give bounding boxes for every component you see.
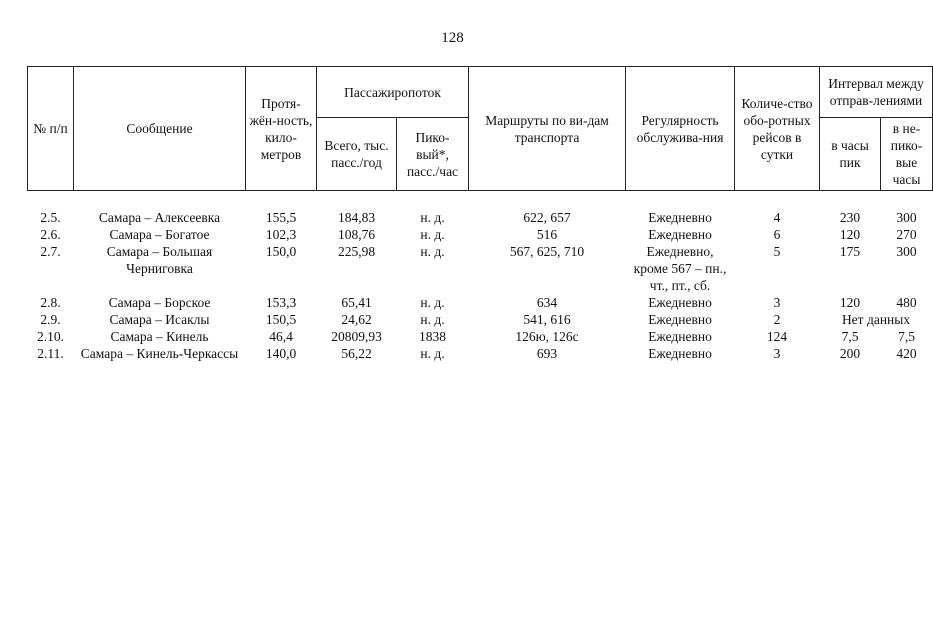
cell-interval-offpeak: 300 — [896, 210, 917, 225]
cell-interval-peak: 200 — [839, 346, 861, 361]
cell-route: Самара – Богатое — [109, 227, 210, 242]
cell-interval-peak: 175 — [839, 244, 861, 259]
cell-total: 24,62 — [341, 312, 372, 327]
cell-total: 108,76 — [337, 227, 376, 242]
table-row — [28, 191, 933, 227]
cell-peak: н. д. — [420, 227, 445, 242]
cell-length: 153,3 — [265, 295, 297, 310]
cell-interval-offpeak: 270 — [896, 227, 917, 242]
header-routes-by-transport: Маршруты по ви-дам транспорта — [469, 67, 626, 191]
cell-num: 2.10. — [37, 329, 64, 344]
cell-peak: н. д. — [420, 295, 445, 310]
cell-peak: н. д. — [420, 244, 445, 259]
cell-length: 140,0 — [265, 346, 297, 361]
transport-table — [27, 66, 933, 362]
table-row — [28, 294, 933, 311]
header-interval-offpeak: в не-пико-вые часы — [881, 118, 933, 191]
cell-interval-peak: 120 — [839, 295, 861, 310]
table-row — [28, 345, 933, 362]
cell-interval-offpeak: 480 — [896, 295, 917, 310]
cell-route: Самара – Большая Черниговка — [106, 244, 213, 276]
cell-interval-offpeak: 300 — [896, 244, 917, 259]
cell-num: 2.9. — [40, 312, 61, 327]
cell-route: Самара – Кинель-Черкассы — [80, 346, 239, 361]
cell-route: Самара – Борское — [108, 295, 211, 310]
cell-peak: 1838 — [419, 329, 446, 344]
cell-regularity: Ежедневно — [648, 227, 712, 242]
cell-trips: 5 — [773, 244, 781, 259]
cell-regularity: Ежедневно, кроме 567 – пн., чт., пт., сб. — [633, 244, 727, 293]
cell-routes: 126ю, 126с — [515, 329, 579, 344]
header-passenger-flow: Пассажиропоток — [317, 67, 469, 118]
cell-interval-offpeak: 420 — [896, 346, 917, 361]
table-row — [28, 243, 933, 294]
table-header — [28, 67, 933, 191]
cell-length: 102,3 — [265, 227, 297, 242]
page-number: 128 — [441, 30, 464, 46]
table-row — [28, 328, 933, 345]
cell-length: 46,4 — [269, 329, 293, 344]
header-interval: Интервал между отправ-лениями — [820, 67, 933, 118]
header-trips: Количе-ство обо-ротных рейсов в сутки — [735, 67, 820, 191]
header-interval-peak: в часы пик — [820, 118, 881, 191]
cell-total: 20809,93 — [331, 329, 382, 344]
header-num: № п/п — [28, 67, 74, 191]
cell-peak: н. д. — [420, 346, 445, 361]
cell-route: Самара – Исаклы — [109, 312, 210, 327]
cell-num: 2.6. — [40, 227, 61, 242]
cell-trips: 124 — [766, 329, 788, 344]
cell-regularity: Ежедневно — [648, 295, 712, 310]
cell-route: Самара – Кинель — [110, 329, 209, 344]
cell-routes: 567, 625, 710 — [509, 244, 585, 259]
cell-trips: 3 — [773, 295, 781, 310]
header-peak: Пико-вый*, пасс./час — [397, 118, 469, 191]
cell-routes: 634 — [536, 295, 558, 310]
cell-interval-peak: 230 — [839, 210, 861, 225]
cell-route: Самара – Алексеевка — [98, 210, 221, 225]
header-total: Всего, тыс. пасс./год — [317, 118, 397, 191]
cell-length: 155,5 — [265, 210, 297, 225]
table-body — [28, 191, 933, 363]
cell-total: 65,41 — [341, 295, 372, 310]
cell-interval-peak: 7,5 — [841, 329, 859, 344]
cell-interval-nodata: Нет данных — [841, 312, 911, 327]
cell-routes: 622, 657 — [523, 210, 571, 225]
cell-regularity: Ежедневно — [648, 346, 712, 361]
header-regularity: Регулярность обслужива-ния — [626, 67, 735, 191]
cell-length: 150,0 — [265, 244, 297, 259]
header-route: Сообщение — [74, 67, 246, 191]
cell-peak: н. д. — [420, 312, 445, 327]
cell-trips: 3 — [773, 346, 781, 361]
cell-total: 225,98 — [337, 244, 376, 259]
cell-routes: 516 — [536, 227, 558, 242]
cell-total: 56,22 — [341, 346, 372, 361]
cell-num: 2.7. — [40, 244, 61, 259]
cell-total: 184,83 — [337, 210, 376, 225]
cell-num: 2.8. — [40, 295, 61, 310]
table-row — [28, 226, 933, 243]
cell-regularity: Ежедневно — [648, 210, 712, 225]
cell-regularity: Ежедневно — [648, 312, 712, 327]
cell-routes: 541, 616 — [523, 312, 571, 327]
cell-trips: 2 — [773, 312, 781, 327]
cell-interval-peak: 120 — [839, 227, 861, 242]
cell-peak: н. д. — [420, 210, 445, 225]
cell-regularity: Ежедневно — [648, 329, 712, 344]
cell-num: 2.5. — [40, 210, 61, 225]
table-row — [28, 311, 933, 328]
cell-routes: 693 — [536, 346, 558, 361]
cell-trips: 4 — [773, 210, 781, 225]
header-length: Протя-жён-ность, кило-метров — [246, 67, 317, 191]
cell-length: 150,5 — [265, 312, 297, 327]
cell-trips: 6 — [773, 227, 781, 242]
cell-interval-offpeak: 7,5 — [898, 329, 915, 344]
cell-num: 2.11. — [37, 346, 64, 361]
